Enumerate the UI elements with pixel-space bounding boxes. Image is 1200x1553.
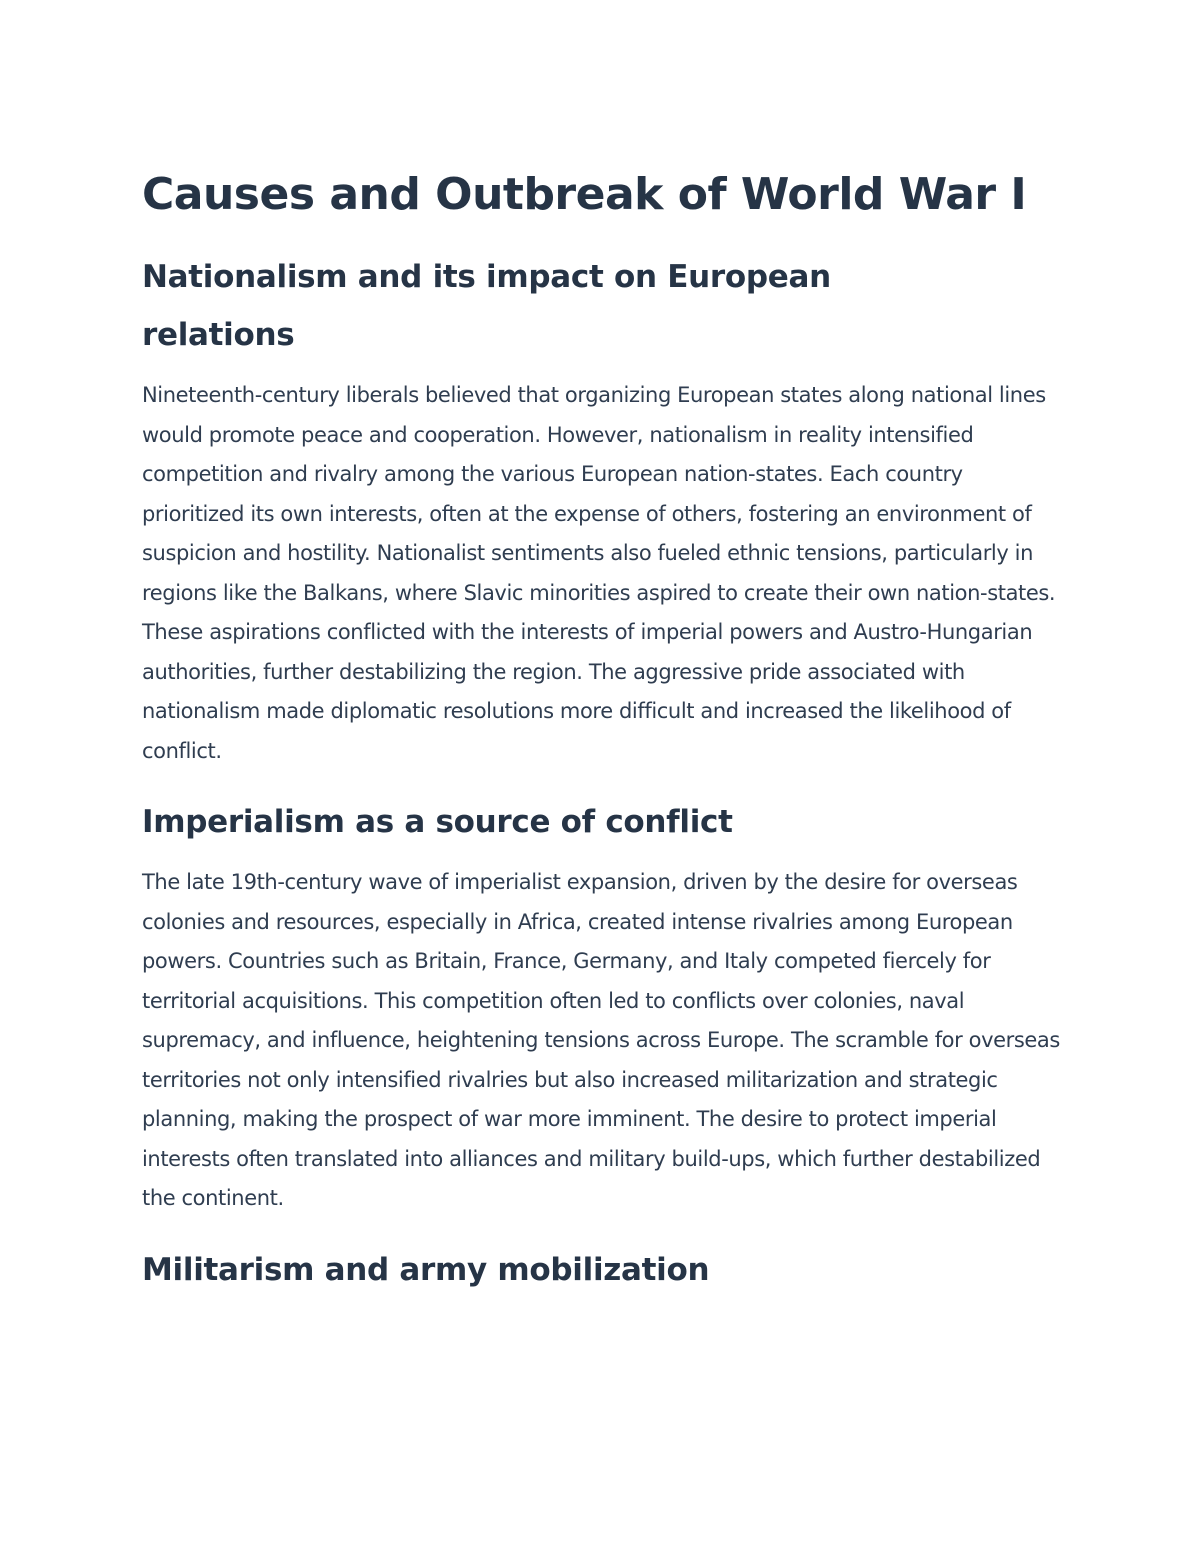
section-body-nationalism: Nineteenth-century liberals believed that organizing European states along national lines would promote peace and cooperation. However, nationalism in reality intensified competition and rivalry among the various European nation-states. Each country prioritized its own interests, often at the expense of others, fostering an environment of suspicion and hostility. Nationalist sentiments also fueled ethnic tensions, particularly in regions like the Balkans, where Slavic minorities aspired to create their own nation-states. These aspirations conflicted with the interests of imperial powers and Austro-Hungarian authorities, further destabilizing the region. The aggressive pride associated with nationalism made diplomatic resolutions more difficult and increased the likelihood of conflict. [142, 383, 1056, 763]
section-heading-imperialism: Imperialism as a source of conflict [142, 804, 733, 840]
section-heading-nationalism: Nationalism and its impact on European relations [142, 259, 831, 353]
section-body-imperialism: The late 19th-century wave of imperialist expansion, driven by the desire for overseas colonies and resources, especially in Africa, created intense rivalries among European powers. Countries such as Britain, France, Germany, and Italy competed fiercely for territorial acquisitions. This competition often led to conflicts over colonies, naval supremacy, and influence, heightening tensions across Europe. The scramble for overseas territories not only intensified rivalries but also increased militarization and strategic planning, making the prospect of war more imminent. The desire to protect imperial interests often translated into alliances and military build-ups, which further destabilized the continent. [142, 870, 1060, 1210]
section-heading-militarism: Militarism and army mobilization [142, 1251, 710, 1288]
document-page [142, 168, 1067, 1311]
document-title: Causes and Outbreak of World War I [142, 169, 1027, 220]
